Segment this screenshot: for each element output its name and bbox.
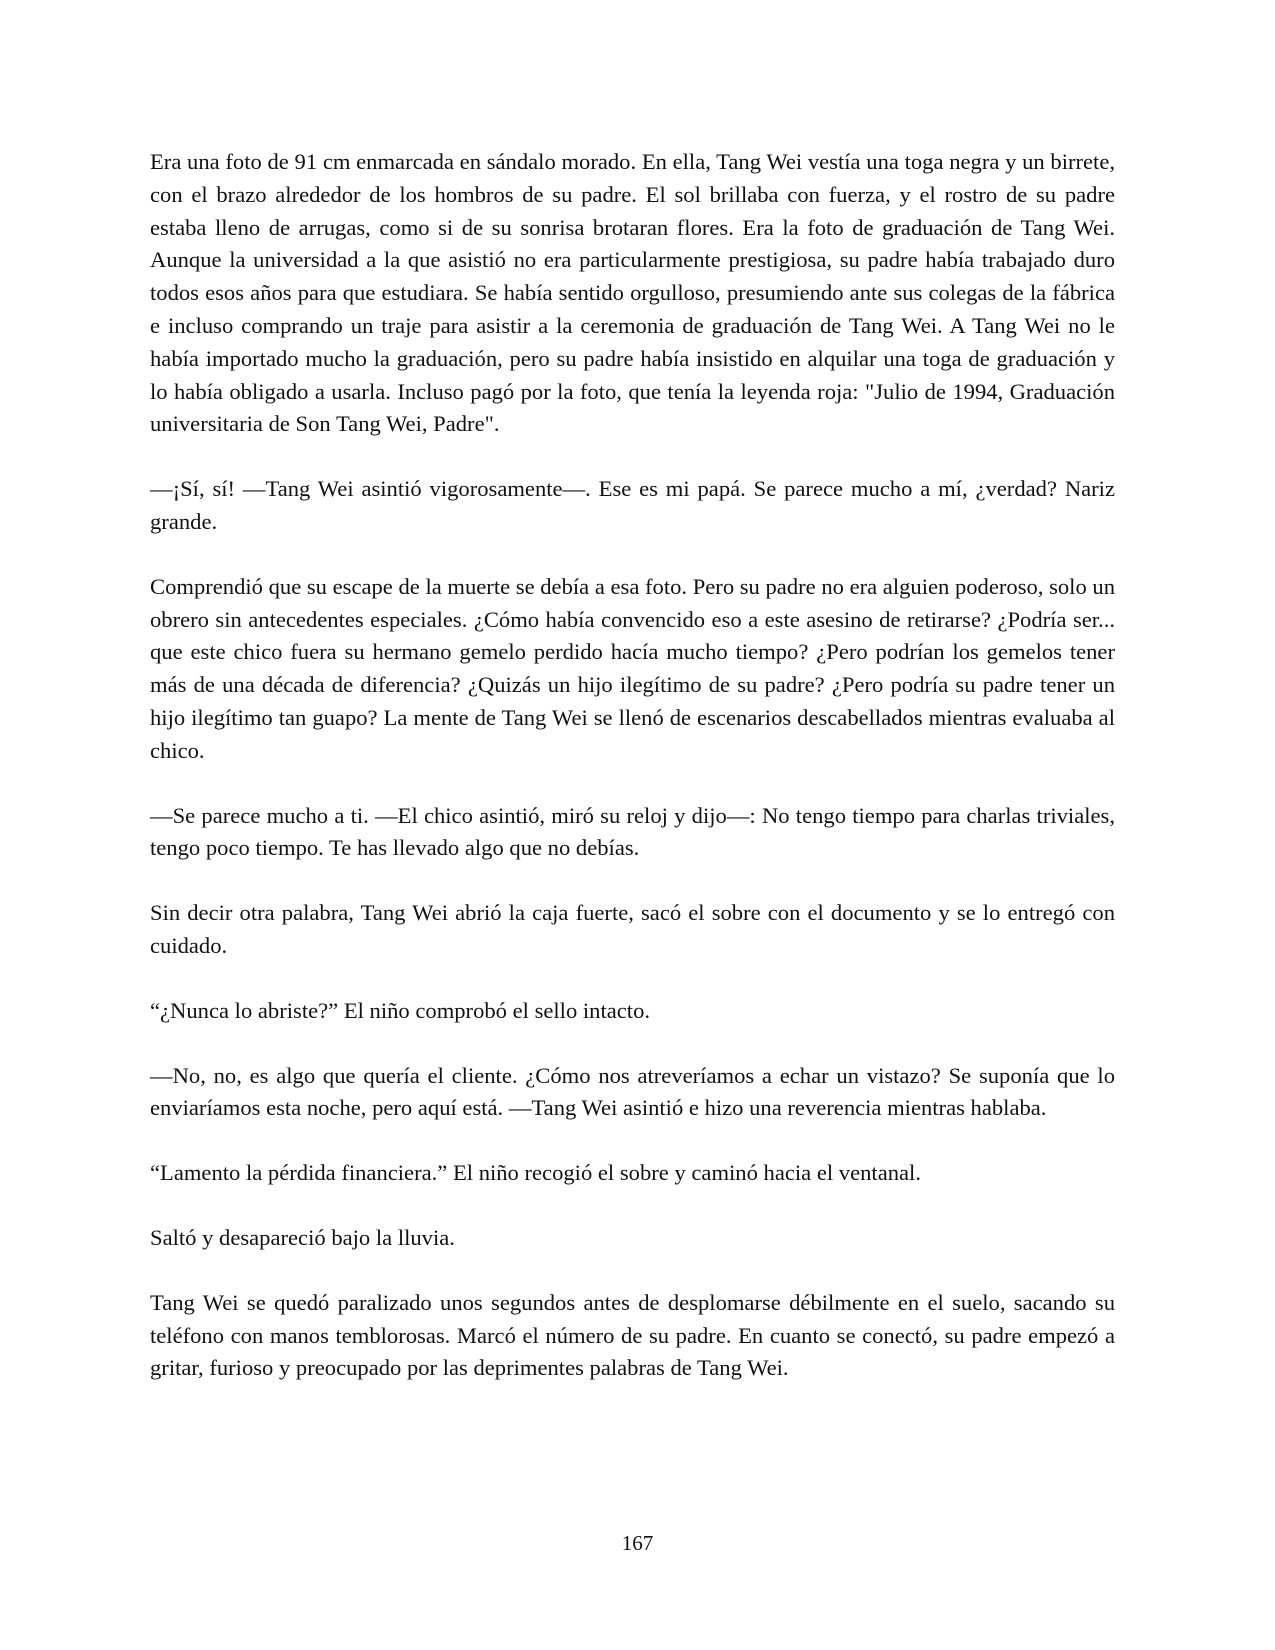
paragraph-2: —¡Sí, sí! —Tang Wei asintió vigorosamente—. Ese es mi papá. Se parece mucho a mí, ¿verdad? Nariz grande. <box>150 476 1115 534</box>
paragraph-10: Tang Wei se quedó paralizado unos segundos antes de desplomarse débilmente en el suelo, sacando su teléfono con manos temblorosas. Marcó el número de su padre. En cuanto se conectó, su padre empezó a gritar, furioso y preocupado por las deprimentes palabras de Tang Wei. <box>150 1289 1115 1381</box>
paragraph-8: “Lamento la pérdida financiera.” El niño recogió el sobre y caminó hacia el ventanal. <box>150 1160 921 1186</box>
paragraph-1: Era una foto de 91 cm enmarcada en sándalo morado. En ella, Tang Wei vestía una toga negra y un birrete, con el brazo alrededor de los hombros de su padre. El sol brillaba con fuerza, y el rostro de su padre estaba lleno de arrugas, como si de su sonrisa brotaran flores. Era la foto de graduación de Tang Wei. Aunque la universidad a la que asistió no era particularmente prestigiosa, su padre había trabajado duro todos esos años para que estudiara. Se había sentido orgulloso, presumiendo ante sus colegas de la fábrica e incluso comprando un traje para asistir a la ceremonia de graduación de Tang Wei. A Tang Wei no le había importado mucho la graduación, pero su padre había insistido en alquilar una toga de graduación y lo había obligado a usarla. Incluso pagó por la foto, que tenía la leyenda roja: "Julio de 1994, Graduación universitaria de Son Tang Wei, Padre". <box>150 149 1115 437</box>
paragraph-7: —No, no, es algo que quería el cliente. ¿Cómo nos atreveríamos a echar un vistazo? Se suponía que lo enviaríamos esta noche, pero aquí está. —Tang Wei asintió e hizo una reverencia mientras hablaba. <box>150 1062 1115 1121</box>
paragraph-3: Comprendió que su escape de la muerte se debía a esa foto. Pero su padre no era alguien poderoso, solo un obrero sin antecedentes especiales. ¿Cómo había convencido eso a este asesino de retirarse? ¿Podría ser... que este chico fuera su hermano gemelo perdido hacía mucho tiempo? ¿Pero podrían los gemelos tener más de una década de diferencia? ¿Quizás un hijo ilegítimo de su padre? ¿Pero podría su padre tener un hijo ilegítimo tan guapo? La mente de Tang Wei se llenó de escenarios descabellados mientras evaluaba al chico. <box>150 573 1115 763</box>
paragraph-5: Sin decir otra palabra, Tang Wei abrió la caja fuerte, sacó el sobre con el documento y se lo entregó con cuidado. <box>150 900 1115 958</box>
paragraph-9: Saltó y desapareció bajo la lluvia. <box>150 1224 455 1250</box>
body-text <box>150 146 1115 1385</box>
page-number: 167 <box>621 1531 654 1555</box>
paragraph-4: —Se parece mucho a ti. —El chico asintió, miró su reloj y dijo—: No tengo tiempo para charlas triviales, tengo poco tiempo. Te has llevado algo que no debías. <box>150 802 1115 861</box>
paragraph-6: “¿Nunca lo abriste?” El niño comprobó el sello intacto. <box>150 997 651 1023</box>
